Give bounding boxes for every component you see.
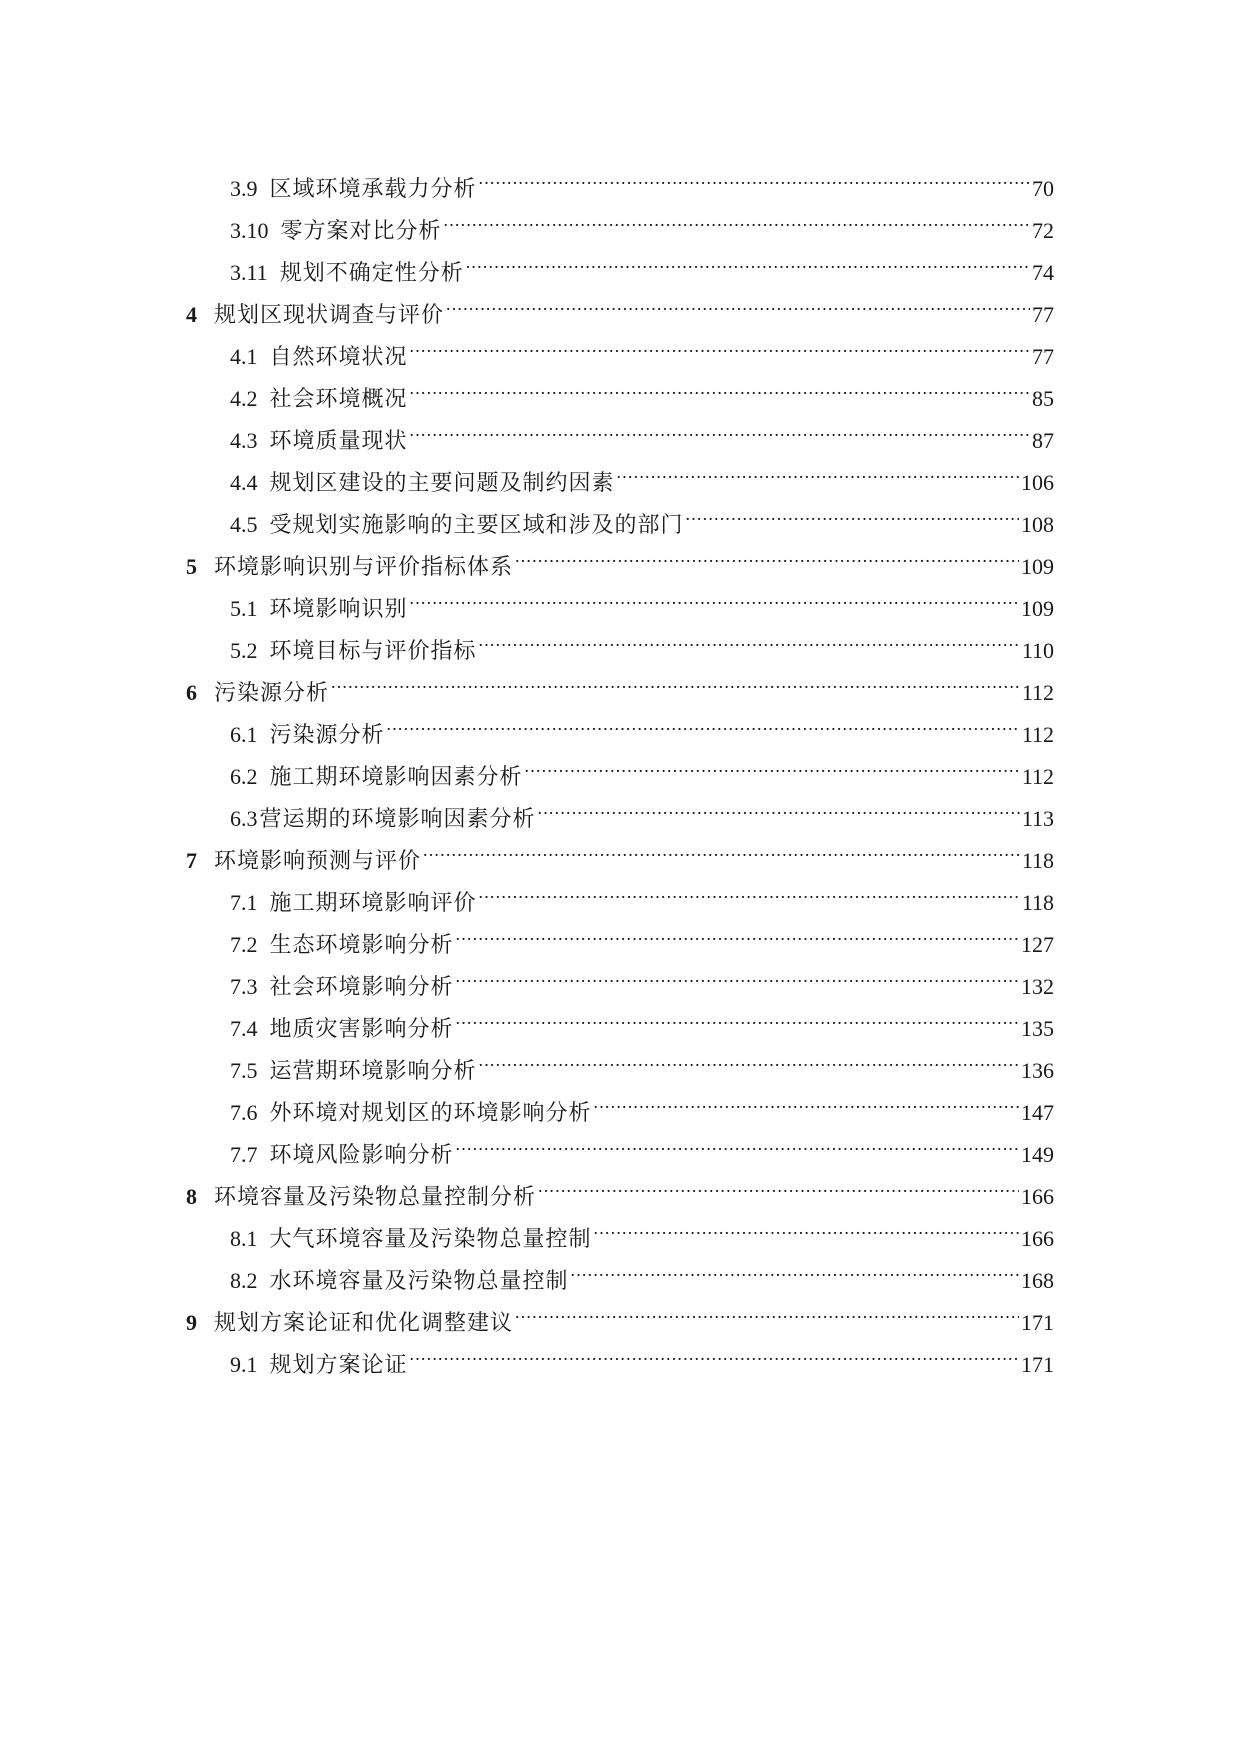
toc-entry[interactable] — [230, 1078, 1054, 1125]
dot-leader — [686, 490, 1019, 532]
dot-leader — [466, 238, 1030, 280]
toc-entry-number: 4.3 — [230, 428, 258, 453]
toc-entry[interactable] — [230, 784, 1054, 831]
toc-chapter-page: 109 — [1021, 554, 1054, 579]
toc-entry-title: 污染源分析 — [269, 722, 385, 747]
toc-entry-page: 74 — [1032, 260, 1054, 285]
toc-entry-page: 135 — [1021, 1016, 1054, 1041]
toc-chapter-page: 118 — [1021, 848, 1054, 873]
dot-leader — [538, 1162, 1019, 1204]
toc-entry-number: 7.2 — [230, 932, 258, 957]
toc-entry[interactable] — [230, 616, 1054, 663]
dot-leader — [456, 910, 1019, 952]
toc-chapter-number: 7 — [186, 848, 197, 873]
toc-entry-page: 168 — [1021, 1268, 1054, 1293]
toc-entry-number: 6.1 — [230, 722, 258, 747]
dot-leader — [594, 1204, 1019, 1246]
toc-entry[interactable] — [230, 1246, 1054, 1293]
toc-entry-title: 大气环境容量及污染物总量控制 — [269, 1226, 592, 1251]
toc-entry-title: 环境目标与评价指标 — [269, 638, 477, 663]
toc-entry-page: 113 — [1021, 806, 1054, 831]
toc-entry-title: 社会环境影响分析 — [269, 974, 454, 999]
toc-entry-number: 3.11 — [230, 260, 268, 285]
toc-entry-number: 7.3 — [230, 974, 258, 999]
toc-entry-title: 外环境对规划区的环境影响分析 — [269, 1100, 592, 1125]
toc-entry-title: 营运期的环境影响因素分析 — [259, 806, 536, 831]
dot-leader — [410, 406, 1030, 448]
toc-entry-title: 生态环境影响分析 — [269, 932, 454, 957]
toc-entry[interactable] — [230, 574, 1054, 621]
toc-entry-page: 85 — [1032, 386, 1054, 411]
toc-chapter[interactable] — [186, 532, 1054, 579]
toc-chapter-title: 环境影响识别与评价指标体系 — [214, 554, 514, 579]
dot-leader — [446, 280, 1030, 322]
toc-chapter-title: 环境容量及污染物总量控制分析 — [214, 1184, 537, 1209]
toc-entry-title: 规划方案论证 — [269, 1352, 408, 1377]
toc-entry-title: 社会环境概况 — [269, 386, 408, 411]
toc-entry-number: 9.1 — [230, 1352, 258, 1377]
dot-leader — [456, 1120, 1019, 1162]
toc-entry-page: 77 — [1032, 344, 1054, 369]
toc-chapter-page: 171 — [1021, 1310, 1054, 1335]
dot-leader — [538, 784, 1020, 826]
toc-chapter-page: 112 — [1021, 680, 1054, 705]
toc-entry-title: 自然环境状况 — [269, 344, 408, 369]
toc-entry-number: 6.2 — [230, 764, 258, 789]
toc-entry-page: 149 — [1021, 1142, 1054, 1167]
dot-leader — [479, 616, 1020, 658]
toc-entry[interactable] — [230, 1036, 1054, 1083]
toc-entry-title: 运营期环境影响分析 — [269, 1058, 477, 1083]
toc-entry-title: 规划区建设的主要问题及制约因素 — [269, 470, 615, 495]
toc-entry-number: 7.6 — [230, 1100, 258, 1125]
toc-entry-title: 区域环境承载力分析 — [269, 176, 477, 201]
toc-entry[interactable] — [230, 322, 1054, 369]
toc-entry-page: 87 — [1032, 428, 1054, 453]
dot-leader — [410, 364, 1030, 406]
toc-entry-number: 6.3 — [230, 806, 258, 831]
toc-entry-number: 8.1 — [230, 1226, 258, 1251]
toc-entry-title: 施工期环境影响因素分析 — [269, 764, 523, 789]
toc-entry[interactable] — [230, 364, 1054, 411]
dot-leader — [479, 154, 1030, 196]
dot-leader — [479, 1036, 1019, 1078]
dot-leader — [571, 1246, 1019, 1288]
dot-leader — [387, 700, 1020, 742]
toc-entry-page: 147 — [1021, 1100, 1054, 1125]
toc-chapter-number: 4 — [186, 302, 197, 327]
toc-entry[interactable] — [230, 1204, 1054, 1251]
toc-entry-page: 166 — [1021, 1226, 1054, 1251]
dot-leader — [456, 994, 1019, 1036]
toc-chapter-page: 166 — [1021, 1184, 1054, 1209]
toc-entry[interactable] — [230, 238, 1054, 285]
toc-entry-number: 7.1 — [230, 890, 258, 915]
dot-leader — [410, 322, 1030, 364]
dot-leader — [423, 826, 1020, 868]
toc-chapter-title: 污染源分析 — [214, 680, 330, 705]
toc-entry[interactable] — [230, 490, 1054, 537]
toc-chapter-number: 6 — [186, 680, 197, 705]
toc-entry-page: 136 — [1021, 1058, 1054, 1083]
toc-chapter[interactable] — [186, 1288, 1054, 1335]
toc-entry-page: 108 — [1021, 512, 1054, 537]
toc-entry-title: 施工期环境影响评价 — [269, 890, 477, 915]
toc-chapter[interactable] — [186, 826, 1054, 873]
dot-leader — [444, 196, 1030, 238]
toc-entry-page: 132 — [1021, 974, 1054, 999]
dot-leader — [617, 448, 1019, 490]
toc-entry-page: 112 — [1021, 722, 1054, 747]
dot-leader — [515, 1288, 1019, 1330]
toc-entry-title: 规划不确定性分析 — [279, 260, 464, 285]
toc-entry[interactable] — [230, 448, 1054, 495]
toc-entry-page: 127 — [1021, 932, 1054, 957]
toc-entry-number: 3.9 — [230, 176, 258, 201]
toc-entry-title: 环境影响识别 — [269, 596, 408, 621]
toc-chapter-number: 5 — [186, 554, 197, 579]
toc-chapter[interactable] — [186, 280, 1054, 327]
dot-leader — [410, 1330, 1019, 1372]
toc-entry-title: 环境风险影响分析 — [269, 1142, 454, 1167]
toc-chapter[interactable] — [186, 658, 1054, 705]
toc-entry-page: 106 — [1021, 470, 1054, 495]
toc-entry-title: 受规划实施影响的主要区域和涉及的部门 — [269, 512, 684, 537]
toc-entry-number: 3.10 — [230, 218, 269, 243]
toc-entry-page: 109 — [1021, 596, 1054, 621]
toc-entry-page: 112 — [1021, 764, 1054, 789]
toc-entry-number: 4.1 — [230, 344, 258, 369]
dot-leader — [410, 574, 1019, 616]
toc-entry[interactable] — [230, 700, 1054, 747]
toc-entry-title: 地质灾害影响分析 — [269, 1016, 454, 1041]
toc-entry[interactable] — [230, 1330, 1054, 1377]
toc-entry-number: 4.2 — [230, 386, 258, 411]
toc-entry[interactable] — [230, 742, 1054, 789]
toc-chapter-number: 9 — [186, 1310, 197, 1335]
toc-entry-number: 8.2 — [230, 1268, 258, 1293]
toc-entry-page: 110 — [1021, 638, 1054, 663]
toc-entry-page: 118 — [1021, 890, 1054, 915]
toc-entry-title: 水环境容量及污染物总量控制 — [269, 1268, 569, 1293]
toc-chapter-title: 规划区现状调查与评价 — [214, 302, 445, 327]
toc-entry[interactable] — [230, 910, 1054, 957]
toc-chapter-title: 规划方案论证和优化调整建议 — [214, 1310, 514, 1335]
dot-leader — [331, 658, 1020, 700]
toc-entry-number: 7.5 — [230, 1058, 258, 1083]
toc-entry[interactable] — [230, 868, 1054, 915]
toc-entry-title: 零方案对比分析 — [280, 218, 442, 243]
toc-entry-number: 7.4 — [230, 1016, 258, 1041]
toc-chapter[interactable] — [186, 1162, 1054, 1209]
toc-entry[interactable] — [230, 994, 1054, 1041]
toc-entry-number: 5.1 — [230, 596, 258, 621]
toc-entry[interactable] — [230, 952, 1054, 999]
toc-entry-number: 5.2 — [230, 638, 258, 663]
toc-chapter-number: 8 — [186, 1184, 197, 1209]
dot-leader — [479, 868, 1020, 910]
dot-leader — [525, 742, 1020, 784]
toc-entry-number: 4.5 — [230, 512, 258, 537]
toc-entry-page: 72 — [1032, 218, 1054, 243]
toc-entry[interactable] — [230, 196, 1054, 243]
toc-entry[interactable] — [230, 1120, 1054, 1167]
toc-entry-number: 7.7 — [230, 1142, 258, 1167]
dot-leader — [456, 952, 1019, 994]
toc-entry-title: 环境质量现状 — [269, 428, 408, 453]
toc-entry[interactable] — [230, 406, 1054, 453]
toc-entry[interactable] — [230, 154, 1054, 201]
toc-entry-page: 70 — [1032, 176, 1054, 201]
toc-chapter-title: 环境影响预测与评价 — [214, 848, 422, 873]
toc-entry-page: 171 — [1021, 1352, 1054, 1377]
toc-entry-number: 4.4 — [230, 470, 258, 495]
dot-leader — [594, 1078, 1019, 1120]
toc-chapter-page: 77 — [1032, 302, 1054, 327]
dot-leader — [515, 532, 1019, 574]
